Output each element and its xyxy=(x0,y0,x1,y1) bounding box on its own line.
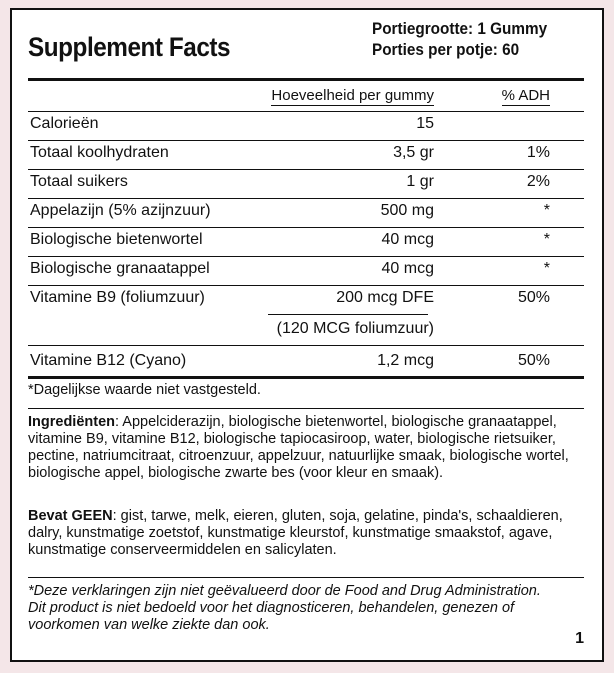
row-amount-vitamin-b12: 1,2 mcg xyxy=(377,352,434,369)
serving-info xyxy=(372,18,567,60)
row-divider xyxy=(28,256,584,257)
free-from-label: Bevat GEEN xyxy=(28,508,113,524)
row-name-vitamin-b9: Vitamine B9 (foliumzuur) xyxy=(30,289,205,306)
row-dv-vitamin-b12: 50% xyxy=(517,352,550,369)
row-name-calories: Calorieën xyxy=(30,115,99,132)
row-divider xyxy=(28,285,584,286)
row-dv-sugars: 2% xyxy=(526,173,550,190)
row-amount-carbs: 3,5 gr xyxy=(393,144,434,161)
row-divider xyxy=(28,227,584,228)
row-dv-carbs: 1% xyxy=(526,144,550,161)
row-name-sugars: Totaal suikers xyxy=(30,173,128,190)
row-name-carbs: Totaal koolhydraten xyxy=(30,144,169,161)
section-rule xyxy=(28,408,584,409)
page-number: 1 xyxy=(575,630,584,647)
row-divider xyxy=(28,169,584,170)
amount-header: Hoeveelheid per gummy xyxy=(271,87,434,104)
row-amount-pomegranate: 40 mcg xyxy=(381,260,434,277)
row-divider xyxy=(28,111,584,112)
disclaimer: *Deze verklaringen zijn niet geëvalueerd door de Food and Drug Administration. Dit product is niet bedoeld voor het diagnosticeren, behandelen, genezen of voorkomen van welke ziekte dan ook. xyxy=(28,583,541,633)
ingredients xyxy=(28,414,588,482)
row-amount-sugars: 1 gr xyxy=(406,173,434,190)
row-divider xyxy=(28,198,584,199)
row-name-pomegranate: Biologische granaatappel xyxy=(30,260,210,277)
row-amount-apple-vinegar: 500 mg xyxy=(380,202,434,219)
top-rule xyxy=(28,78,584,81)
ingredients-text: : Appelciderazijn, biologische bietenwortel, biologische granaatappel, vitamine B9, vitamine B12, biologische tapiocasiroop, water, biologische rietsuiker, pectine, natriumcitraat, citroenzuur, appelzuur, natuurlijke smaak, biologische wortel, biologische appel, biologische zwarte bes (voor kleur en smaak). xyxy=(28,414,569,481)
row-divider xyxy=(28,345,584,346)
row-amount-folic-acid: (120 MCG foliumzuur) xyxy=(276,320,434,337)
row-amount-calories: 15 xyxy=(416,115,434,132)
row-dv-vitamin-b9: 50% xyxy=(517,289,550,306)
row-dv-beetroot: * xyxy=(543,231,550,248)
footnote: *Dagelijkse waarde niet vastgesteld. xyxy=(28,382,261,398)
row-name-vitamin-b12: Vitamine B12 (Cyano) xyxy=(30,352,187,369)
row-name-apple-vinegar: Appelazijn (5% azijnzuur) xyxy=(30,202,211,219)
row-name-beetroot: Biologische bietenwortel xyxy=(30,231,203,248)
row-dv-pomegranate: * xyxy=(543,260,550,277)
row-dv-apple-vinegar: * xyxy=(543,202,550,219)
section-rule xyxy=(28,577,584,578)
dv-header: % ADH xyxy=(501,87,550,104)
row-amount-vitamin-b9: 200 mcg DFE xyxy=(336,289,434,306)
row-divider xyxy=(268,314,428,315)
free-from-text: : gist, tarwe, melk, eieren, gluten, soja, gelatine, pinda's, schaaldieren, dalry, kunstmatige zoetstof, kunstmatige kleurstof, kunstmatige smaakstof, agave, kunstmatige conserveermiddelen en salicylaten. xyxy=(28,508,563,558)
section-rule xyxy=(28,376,584,379)
panel-title: Supplement Facts xyxy=(28,32,231,62)
ingredients-label: Ingrediënten xyxy=(28,414,116,430)
row-amount-beetroot: 40 mcg xyxy=(381,231,434,248)
serving-size: Portiegrootte: 1 Gummy xyxy=(372,19,548,38)
supplement-facts-panel xyxy=(10,8,604,662)
row-divider xyxy=(28,140,584,141)
free-from xyxy=(28,508,588,559)
servings-per-container: Porties per potje: 60 xyxy=(372,40,520,59)
